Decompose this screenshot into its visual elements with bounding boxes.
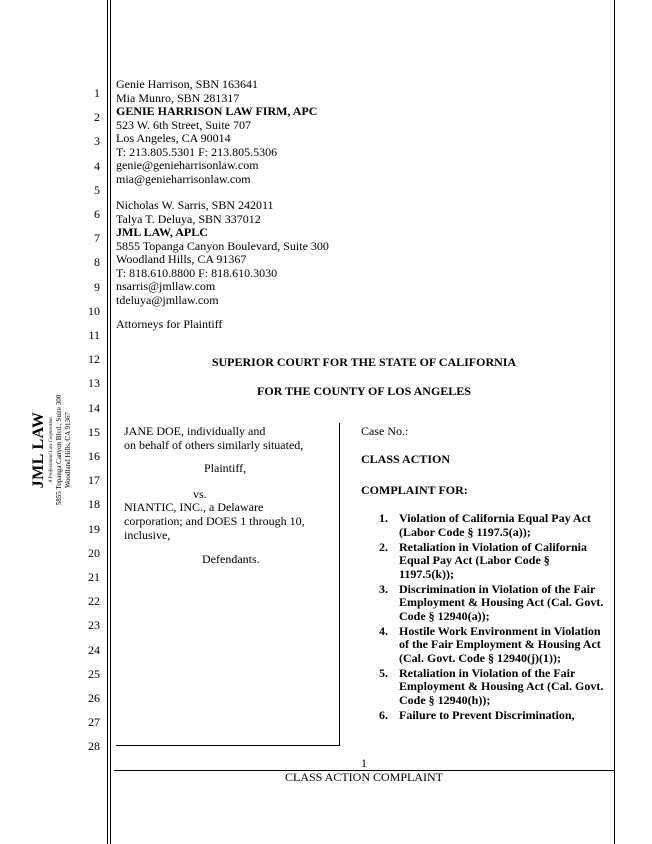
claim-item: [361, 709, 606, 723]
attorneys-for: Attorneys for Plaintiff: [116, 317, 223, 331]
caption-vertical-rule: [339, 423, 340, 746]
line-number: 7: [94, 231, 100, 246]
defendant-role: Defendants.: [202, 552, 260, 566]
left-margin-rule-outer: [107, 0, 108, 844]
line-number: 24: [88, 642, 100, 657]
claim-text: Discrimination in Violation of the Fair Employment & Housing Act (Cal. Govt. Code § 12940(a));: [399, 581, 604, 623]
class-action-label: CLASS ACTION: [361, 452, 451, 466]
line-number: 19: [88, 521, 100, 536]
caption-line: Mia Munro, SBN 281317: [116, 90, 240, 105]
line-number: 22: [88, 594, 100, 609]
caption-block-2: [116, 199, 329, 307]
side-firm-tagline: A Professional Law Corporation: [49, 417, 54, 483]
caption-line: Woodland Hills, CA 91367: [116, 252, 247, 266]
caption-bottom-rule: [116, 745, 339, 746]
claim-text: Hostile Work Environment in Violation of the Fair Employment & Housing Act (Cal. Govt. Code § 12940(j)(1));: [399, 623, 601, 665]
line-number: 25: [88, 666, 100, 681]
claim-item: [361, 667, 606, 708]
claim-number: 5.: [379, 665, 388, 680]
line-number: 5: [94, 182, 100, 197]
side-firm-name: JML LAW: [30, 411, 47, 489]
defendant-line3: inclusive,: [124, 528, 171, 542]
claim-number: 2.: [379, 539, 388, 554]
line-number: 11: [88, 328, 100, 342]
footer-title: CLASS ACTION COMPLAINT: [284, 770, 443, 784]
claim-item: [361, 625, 606, 666]
plaintiff-role: Plaintiff,: [204, 461, 247, 475]
complaint-for-label: COMPLAINT FOR:: [361, 483, 468, 497]
court-title-line2: FOR THE COUNTY OF LOS ANGELES: [257, 384, 471, 398]
line-number: 20: [88, 545, 100, 560]
caption-line: Los Angeles, CA 90014: [116, 131, 231, 145]
caption-line: Genie Harrison, SBN 163641: [116, 77, 258, 91]
plaintiff-line2: on behalf of others similarly situated,: [124, 438, 304, 452]
line-number: 16: [88, 449, 100, 463]
line-number: 28: [88, 739, 100, 754]
claim-text: Retaliation in Violation of the Fair Employment & Housing Act (Cal. Govt. Code § 12940(h));: [399, 665, 604, 707]
line-number: 15: [88, 424, 100, 439]
plaintiff-line1: JANE DOE, individually and: [124, 424, 266, 438]
claim-text: Violation of California Equal Pay Act (Labor Code § 1197.5(a));: [399, 511, 591, 539]
caption-line: Talya T. Deluya, SBN 337012: [116, 211, 261, 226]
claim-item: [361, 512, 606, 539]
case-number-label: Case No.:: [361, 424, 409, 438]
claim-text: Retaliation in Violation of California Equal Pay Act (Labor Code § 1197.5(k));: [399, 539, 588, 581]
line-number: 27: [88, 715, 100, 730]
line-number: 3: [94, 134, 100, 149]
caption-line: Nicholas W. Sarris, SBN 242011: [116, 198, 274, 212]
caption-line: T: 213.805.5301 F: 213.805.5306: [116, 144, 278, 159]
caption-line: 5855 Topanga Canyon Boulevard, Suite 300: [116, 238, 329, 253]
line-number: 6: [94, 207, 100, 221]
court-title-line1: SUPERIOR COURT FOR THE STATE OF CALIFORNIA: [211, 355, 517, 369]
right-margin-rule: [614, 0, 615, 844]
left-margin-rule-inner: [110, 0, 111, 844]
line-number: 17: [88, 473, 100, 488]
versus: vs.: [193, 487, 207, 501]
caption-line: mia@genieharrisonlaw.com: [116, 171, 251, 186]
claims-list: [361, 512, 606, 724]
line-number: 26: [88, 691, 100, 705]
page-number: 1: [361, 756, 367, 770]
claim-number: 4.: [379, 623, 388, 638]
line-number: 23: [88, 618, 100, 633]
caption-line: T: 818.610.8800 F: 818.610.3030: [116, 265, 278, 280]
caption-line: GENIE HARRISON LAW FIRM, APC: [116, 104, 318, 118]
line-number: 1: [94, 86, 100, 100]
side-firm-stamp: [30, 350, 90, 550]
claim-number: 3.: [379, 581, 388, 596]
line-number: 14: [88, 400, 100, 415]
line-number: 2: [94, 110, 100, 125]
caption-line: genie@genieharrisonlaw.com: [116, 158, 259, 172]
claim-number: 1.: [379, 511, 388, 525]
line-number: 13: [88, 376, 100, 391]
claim-number: 6.: [379, 707, 388, 722]
defendant-line1: NIANTIC, INC., a Delaware: [124, 500, 264, 514]
line-number: 10: [88, 303, 100, 318]
claim-item: [361, 541, 606, 582]
caption-line: tdeluya@jmllaw.com: [116, 292, 219, 307]
caption-line: 523 W. 6th Street, Suite 707: [116, 117, 251, 132]
caption-block-1: [116, 78, 317, 186]
line-number: 21: [88, 570, 100, 584]
defendant-line2: corporation; and DOES 1 through 10,: [124, 514, 305, 528]
claim-text: Failure to Prevent Discrimination,: [399, 707, 575, 722]
caption-line: nsarris@jmllaw.com: [116, 279, 216, 293]
side-firm-address-2: Woodland Hills, CA 91367: [64, 411, 72, 489]
line-number: 18: [88, 497, 100, 512]
line-number: 4: [94, 158, 100, 173]
line-number: 9: [94, 279, 100, 294]
line-number: 8: [94, 255, 100, 270]
side-firm-address-1: 5855 Topanga Canyon Blvd., Suite 300: [55, 394, 63, 506]
line-number: 12: [88, 352, 100, 367]
claim-item: [361, 583, 606, 624]
caption-line: JML LAW, APLC: [116, 225, 208, 239]
